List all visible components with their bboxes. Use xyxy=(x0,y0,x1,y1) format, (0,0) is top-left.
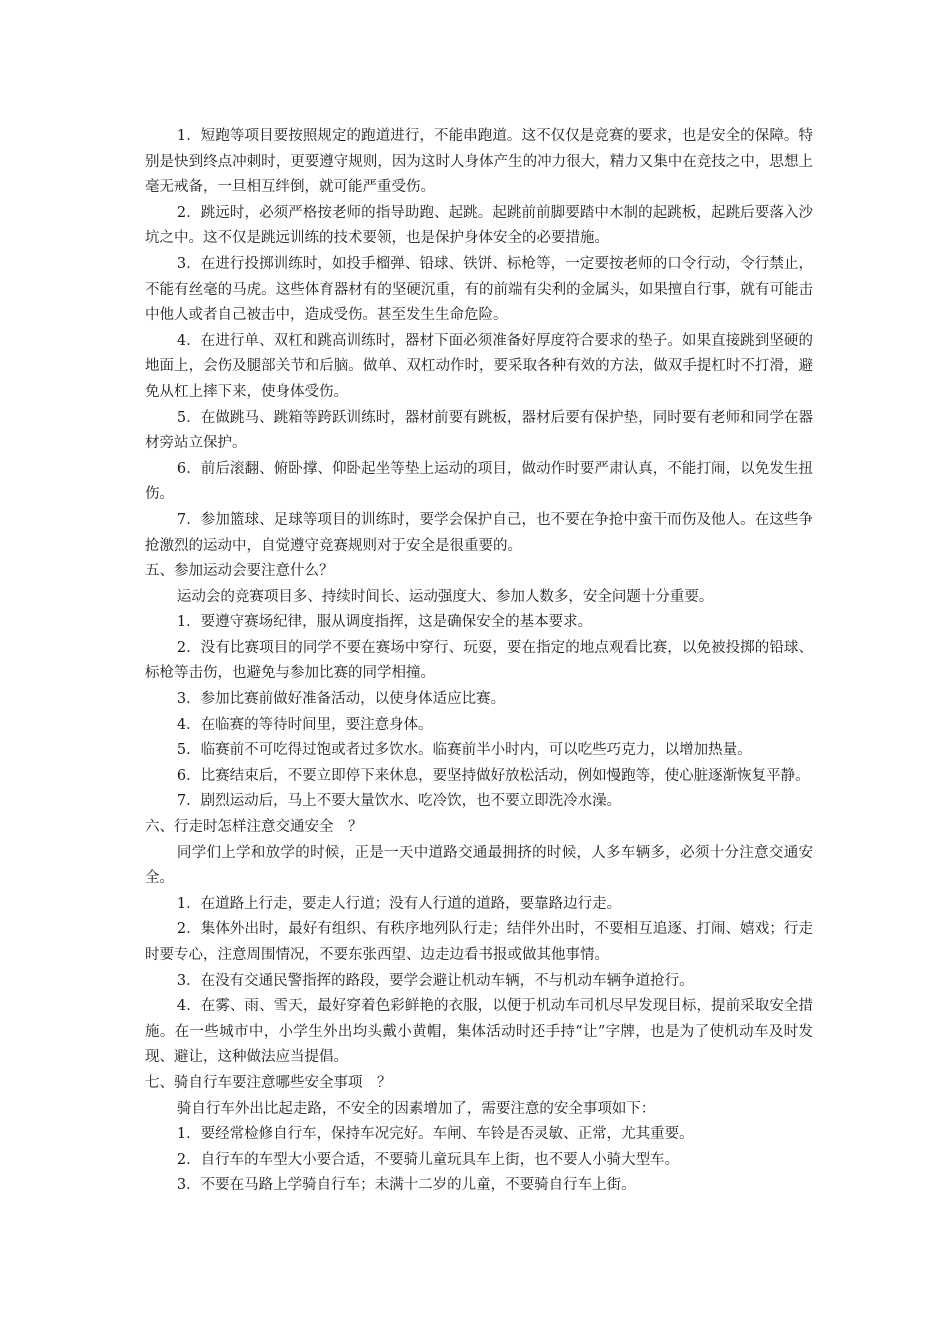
paragraph: 1．要经常检修自行车，保持车况完好。车闸、车铃是否灵敏、正常，尤其重要。 xyxy=(176,1126,694,1143)
paragraph: 运动会的竞赛项目多、持续时间长、运动强度大、参加人数多，安全问题十分重要。 xyxy=(176,588,714,605)
paragraph: 4．在雾、雨、雪天，最好穿着色彩鲜艳的衣服，以便于机动车司机尽早发现目标，提前采取安全措施。在一些城市中，小学生外出均头戴小黄帽，集体活动时还手持“让”字牌，也是为了使机动车及时发现、避让，这种做法应当提倡。 xyxy=(145,998,813,1066)
paragraph: 2．跳远时，必须严格按老师的指导助跑、起跳。起跳前前脚要踏中木制的起跳板，起跳后要落入沙坑之中。这不仅是跳远训练的技术要领，也是保护身体安全的必要措施。 xyxy=(145,204,813,247)
paragraph: 3．在进行投掷训练时，如投手榴弹、铅球、铁饼、标枪等，一定要按老师的口令行动，令行禁止，不能有丝毫的马虎。这些体育器材有的坚硬沉重，有的前端有尖利的金属头，如果擅自行事，就有可能击中他人或者自己被击中，造成受伤。甚至发生生命危险。 xyxy=(145,255,813,324)
paragraph: 6．前后滚翻、俯卧撑、仰卧起坐等垫上运动的项目，做动作时要严肃认真，不能打闹，以免发生扭伤。 xyxy=(145,460,813,503)
paragraph: 3．不要在马路上学骑自行车；未满十二岁的儿童，不要骑自行车上街。 xyxy=(176,1177,636,1194)
paragraph: 3．在没有交通民警指挥的路段，要学会避让机动车辆，不与机动车辆争道抢行。 xyxy=(176,972,694,989)
section-heading: 六、行走时怎样注意交通安全 ？ xyxy=(145,819,363,836)
paragraph: 6．比赛结束后，不要立即停下来休息，要坚持做好放松活动，例如慢跑等，使心脏逐渐恢复平静。 xyxy=(176,767,810,784)
paragraph: 2．没有比赛项目的同学不要在赛场中穿行、玩耍，要在指定的地点观看比赛，以免被投掷的铅球、标枪等击伤，也避免与参加比赛的同学相撞。 xyxy=(145,639,813,682)
paragraph: 5．在做跳马、跳箱等跨跃训练时，器材前要有跳板，器材后要有保护垫，同时要有老师和同学在器材旁站立保护。 xyxy=(145,409,813,452)
paragraph: 2．自行车的车型大小要合适，不要骑儿童玩具车上街，也不要人小骑大型车。 xyxy=(176,1151,680,1168)
paragraph: 1．在道路上行走，要走人行道；没有人行道的道路，要靠路边行走。 xyxy=(176,895,622,912)
paragraph: 3．参加比赛前做好准备活动，以使身体适应比赛。 xyxy=(176,691,506,708)
paragraph: 7．参加篮球、足球等项目的训练时，要学会保护自己，也不要在争抢中蛮干而伤及他人。在这些争抢激烈的运动中，自觉遵守竞赛规则对于安全是很重要的。 xyxy=(145,511,813,554)
paragraph: 2．集体外出时，最好有组织、有秩序地列队行走；结伴外出时，不要相互追逐、打闹、嬉戏；行走时要专心，注意周围情况，不要东张西望、边走边看书报或做其他事情。 xyxy=(145,921,813,963)
paragraph: 1．要遵守赛场纪律，服从调度指挥，这是确保安全的基本要求。 xyxy=(176,614,593,631)
document-page xyxy=(145,124,813,1199)
paragraph: 7．剧烈运动后，马上不要大量饮水、吃冷饮，也不要立即洗冷水澡。 xyxy=(176,793,622,810)
paragraph: 1．短跑等项目要按照规定的跑道进行，不能串跑道。这不仅仅是竞赛的要求，也是安全的保障。特别是快到终点冲刺时，更要遵守规则，因为这时人身体产生的冲力很大，精力又集中在竞技之中，思想上毫无戒备，一旦相互绊倒，就可能严重受伤。 xyxy=(145,128,813,196)
paragraph: 骑自行车外出比起走路，不安全的因素增加了，需要注意的安全事项如下： xyxy=(176,1100,656,1117)
section-heading: 五、参加运动会要注意什么？ xyxy=(145,563,334,580)
paragraph: 同学们上学和放学的时候，正是一天中道路交通最拥挤的时候，人多车辆多，必须十分注意交通安全。 xyxy=(145,844,813,887)
paragraph: 4．在临赛的等待时间里，要注意身体。 xyxy=(176,716,433,733)
paragraph: 5．临赛前不可吃得过饱或者过多饮水。临赛前半小时内，可以吃些巧克力，以增加热量。 xyxy=(176,742,752,759)
paragraph: 4．在进行单、双杠和跳高训练时，器材下面必须准备好厚度符合要求的垫子。如果直接跳到坚硬的地面上，会伤及腿部关节和后脑。做单、双杠动作时，要采取各种有效的方法，做双手提杠时不打滑，避免从杠上摔下来，使身体受伤。 xyxy=(145,332,813,400)
section-heading: 七、骑自行车要注意哪些安全事项 ？ xyxy=(145,1074,392,1091)
